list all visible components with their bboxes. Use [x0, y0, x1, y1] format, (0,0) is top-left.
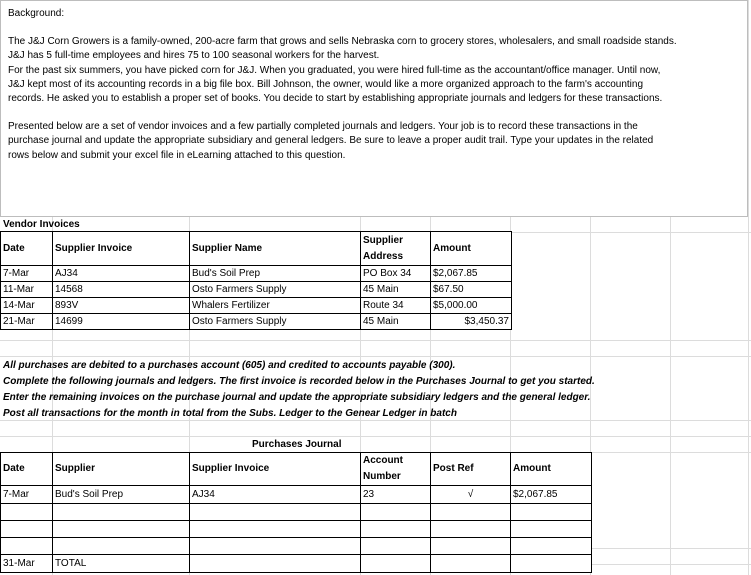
- background-line: For the past six summers, you have picked corn for J&J. When you graduated, you were hired full-time as the accountant/office manager. Until now,: [8, 64, 661, 76]
- table-row: [1, 504, 592, 521]
- pj-cell-post-ref[interactable]: [431, 538, 511, 555]
- cell-date[interactable]: 21-Mar: [1, 314, 53, 330]
- cell-date[interactable]: 14-Mar: [1, 298, 53, 314]
- pj-cell-amount[interactable]: [511, 504, 592, 521]
- pj-header-amount[interactable]: Amount: [511, 453, 592, 486]
- cell-invoice[interactable]: 893V: [53, 298, 190, 314]
- pj-total-empty[interactable]: [190, 555, 361, 573]
- pj-cell-invoice[interactable]: [190, 538, 361, 555]
- pj-cell-amount[interactable]: [511, 521, 592, 538]
- vendor-invoices-table: [0, 231, 512, 330]
- pj-cell-account[interactable]: 23: [361, 486, 431, 504]
- cell-name[interactable]: Osto Farmers Supply: [190, 314, 361, 330]
- pj-cell-account[interactable]: [361, 538, 431, 555]
- pj-cell-post-ref[interactable]: √: [431, 486, 511, 504]
- table-row: [1, 266, 512, 282]
- table-row: [1, 314, 512, 330]
- pj-total-label[interactable]: TOTAL: [53, 555, 190, 573]
- pj-header-supplier[interactable]: Supplier: [53, 453, 190, 486]
- cell-invoice[interactable]: AJ34: [53, 266, 190, 282]
- cell-address[interactable]: 45 Main: [361, 314, 431, 330]
- instruction-line: Post all transactions for the month in total from the Subs. Ledger to the Genear Ledger in batch: [3, 408, 457, 419]
- cell-address[interactable]: PO Box 34: [361, 266, 431, 282]
- pj-cell-supplier[interactable]: Bud's Soil Prep: [53, 486, 190, 504]
- background-text-box[interactable]: [0, 0, 748, 217]
- background-line: records. He asked you to establish a proper set of books. You decide to start by establishing appropriate journals and ledgers for these transactions.: [8, 93, 663, 105]
- pj-cell-date[interactable]: [1, 504, 53, 521]
- header-supplier-address-line1: Supplier: [363, 234, 404, 246]
- header-supplier-address[interactable]: [361, 232, 431, 266]
- pj-header-account-number[interactable]: [361, 453, 431, 486]
- pj-cell-supplier[interactable]: [53, 538, 190, 555]
- table-row: [1, 486, 592, 504]
- pj-cell-date[interactable]: [1, 538, 53, 555]
- cell-name[interactable]: Bud's Soil Prep: [190, 266, 361, 282]
- cell-address[interactable]: 45 Main: [361, 282, 431, 298]
- pj-header-post-ref[interactable]: Post Ref: [431, 453, 511, 486]
- background-line: J&J has 5 full-time employees and hires 75 to 100 seasonal workers for the harvest.: [8, 50, 380, 62]
- cell-name[interactable]: Whalers Fertilizer: [190, 298, 361, 314]
- pj-cell-account[interactable]: [361, 521, 431, 538]
- pj-cell-supplier[interactable]: [53, 504, 190, 521]
- pj-total-date[interactable]: 31-Mar: [1, 555, 53, 573]
- cell-amount[interactable]: $2,067.85: [431, 266, 512, 282]
- instruction-line: Complete the following journals and ledgers. The first invoice is recorded below in the Purchases Journal to get you started.: [3, 376, 595, 387]
- instructions-line: Presented below are a set of vendor invoices and a few partially completed journals and ledgers. Your job is to record these transactions in the: [8, 121, 638, 133]
- background-line: J&J kept most of its accounting records in a big file box. Bill Johnson, the owner, would like a more organized approach to the farm's accounting: [8, 78, 644, 90]
- pj-total-empty[interactable]: [431, 555, 511, 573]
- background-heading: Background:: [8, 8, 65, 19]
- purchases-journal-table: [0, 452, 592, 573]
- pj-cell-account[interactable]: [361, 504, 431, 521]
- cell-amount[interactable]: $5,000.00: [431, 298, 512, 314]
- pj-header-account-line2: Number: [363, 471, 401, 482]
- pj-header-date[interactable]: Date: [1, 453, 53, 486]
- cell-address[interactable]: Route 34: [361, 298, 431, 314]
- table-row: [1, 538, 592, 555]
- table-row: [1, 282, 512, 298]
- table-row: [1, 521, 592, 538]
- background-line: The J&J Corn Growers is a family-owned, 200-acre farm that grows and sells Nebraska corn to grocery stores, wholesalers, and small roadside stands.: [8, 36, 677, 48]
- header-supplier-invoice[interactable]: Supplier Invoice: [53, 232, 190, 266]
- header-supplier-address-line2: Address: [363, 250, 404, 262]
- cell-date[interactable]: 7-Mar: [1, 266, 53, 282]
- instruction-line: All purchases are debited to a purchases account (605) and credited to accounts payable (300).: [3, 360, 456, 371]
- pj-cell-date[interactable]: [1, 521, 53, 538]
- instruction-line: Enter the remaining invoices on the purchase journal and update the appropriate subsidiary ledgers and the general ledger.: [3, 392, 591, 403]
- pj-cell-invoice[interactable]: [190, 504, 361, 521]
- pj-cell-post-ref[interactable]: [431, 521, 511, 538]
- pj-cell-supplier[interactable]: [53, 521, 190, 538]
- pj-header-supplier-invoice[interactable]: Supplier Invoice: [190, 453, 361, 486]
- instructions-line: rows below and submit your excel file in eLearning attached to this question.: [8, 149, 346, 161]
- cell-name[interactable]: Osto Farmers Supply: [190, 282, 361, 298]
- instructions-line: purchase journal and update the appropriate subsidiary and general ledgers. Be sure to leave a proper audit trail. Type your updates in the related: [8, 135, 654, 147]
- cell-amount[interactable]: $3,450.37: [431, 314, 512, 330]
- pj-cell-amount[interactable]: [511, 538, 592, 555]
- pj-cell-date[interactable]: 7-Mar: [1, 486, 53, 504]
- pj-cell-invoice[interactable]: [190, 521, 361, 538]
- pj-total-amount[interactable]: [511, 555, 592, 573]
- pj-header-account-line1: Account: [363, 455, 403, 466]
- header-supplier-name[interactable]: Supplier Name: [190, 232, 361, 266]
- cell-invoice[interactable]: 14568: [53, 282, 190, 298]
- pj-total-empty[interactable]: [361, 555, 431, 573]
- vendor-invoices-title: Vendor Invoices: [3, 219, 80, 230]
- cell-date[interactable]: 11-Mar: [1, 282, 53, 298]
- cell-amount[interactable]: $67.50: [431, 282, 512, 298]
- header-amount[interactable]: Amount: [431, 232, 512, 266]
- pj-cell-post-ref[interactable]: [431, 504, 511, 521]
- pj-cell-amount[interactable]: $2,067.85: [511, 486, 592, 504]
- total-row: [1, 555, 592, 573]
- cell-invoice[interactable]: 14699: [53, 314, 190, 330]
- table-row: [1, 298, 512, 314]
- pj-cell-invoice[interactable]: AJ34: [190, 486, 361, 504]
- purchases-journal-title: Purchases Journal: [252, 439, 342, 450]
- header-date[interactable]: Date: [1, 232, 53, 266]
